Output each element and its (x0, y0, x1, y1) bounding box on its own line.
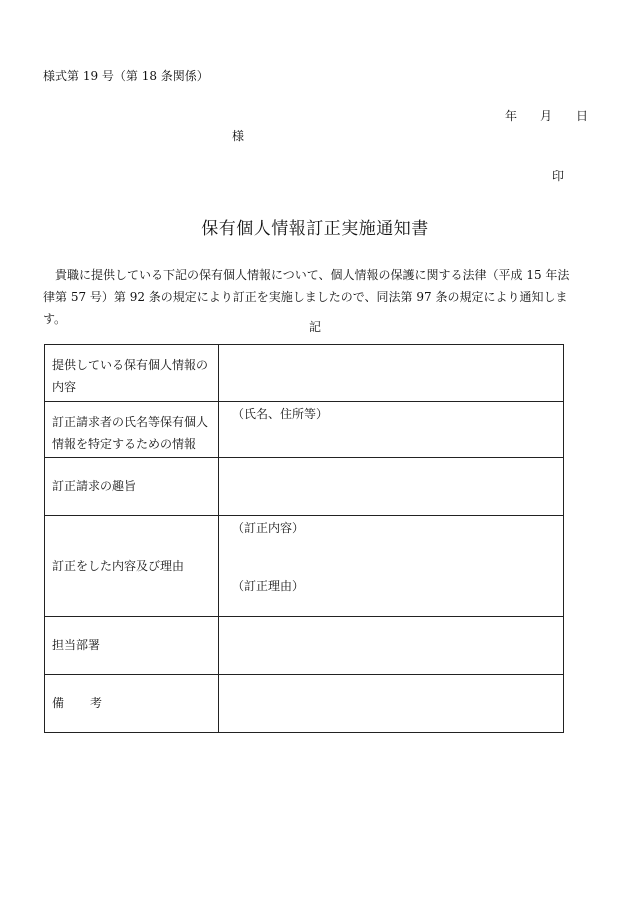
label-requester-info (45, 402, 219, 458)
hint-correction-content: （訂正内容） (232, 521, 305, 535)
table-row (45, 617, 564, 675)
label-text: 提供している保有個人情報の内容 (52, 358, 209, 394)
label-text: 訂正請求者の氏名等保有個人情報を特定するための情報 (52, 415, 209, 451)
label-request-purpose (45, 458, 219, 516)
table-row (45, 345, 564, 402)
label-provided-info (45, 345, 219, 402)
date-month-label: 月 (540, 109, 553, 123)
hint-correction-reason: （訂正理由） (232, 579, 305, 593)
notice-body: 貴職に提供している下記の保有個人情報について、個人情報の保護に関する法律（平成 15 年法律第 57 号）第 92 条の規定により訂正を実施しましたので、同法第 97 条の規定により通知します。 (43, 268, 570, 326)
ki-heading: 記 (308, 320, 321, 334)
label-text: 担当部署 (52, 638, 101, 652)
label-text (45, 675, 218, 732)
remarks-char-1: 備 (52, 696, 65, 710)
notice-table (44, 344, 564, 733)
seal-mark: 印 (552, 169, 565, 183)
addressee-suffix: 様 (232, 129, 245, 143)
date-year-label: 年 (505, 109, 518, 123)
table-row (45, 402, 564, 458)
table-row (45, 516, 564, 617)
field-provided-info (219, 345, 564, 402)
field-correction-content-reason (219, 516, 564, 617)
label-remarks (45, 675, 219, 733)
field-requester-info (219, 402, 564, 458)
date-day-label: 日 (576, 109, 589, 123)
form-number: 様式第 19 号（第 18 条関係） (43, 69, 209, 83)
label-department (45, 617, 219, 675)
field-remarks (219, 675, 564, 733)
remarks-char-2: 考 (90, 696, 103, 710)
label-text: 訂正請求の趣旨 (52, 479, 137, 493)
label-correction-content-reason (45, 516, 219, 617)
field-department (219, 617, 564, 675)
field-request-purpose (219, 458, 564, 516)
document-title: 保有個人情報訂正実施通知書 (201, 219, 429, 239)
label-text: 訂正をした内容及び理由 (52, 559, 185, 573)
table-row (45, 458, 564, 516)
hint-name-address: （氏名、住所等） (232, 407, 329, 421)
table-row (45, 675, 564, 733)
